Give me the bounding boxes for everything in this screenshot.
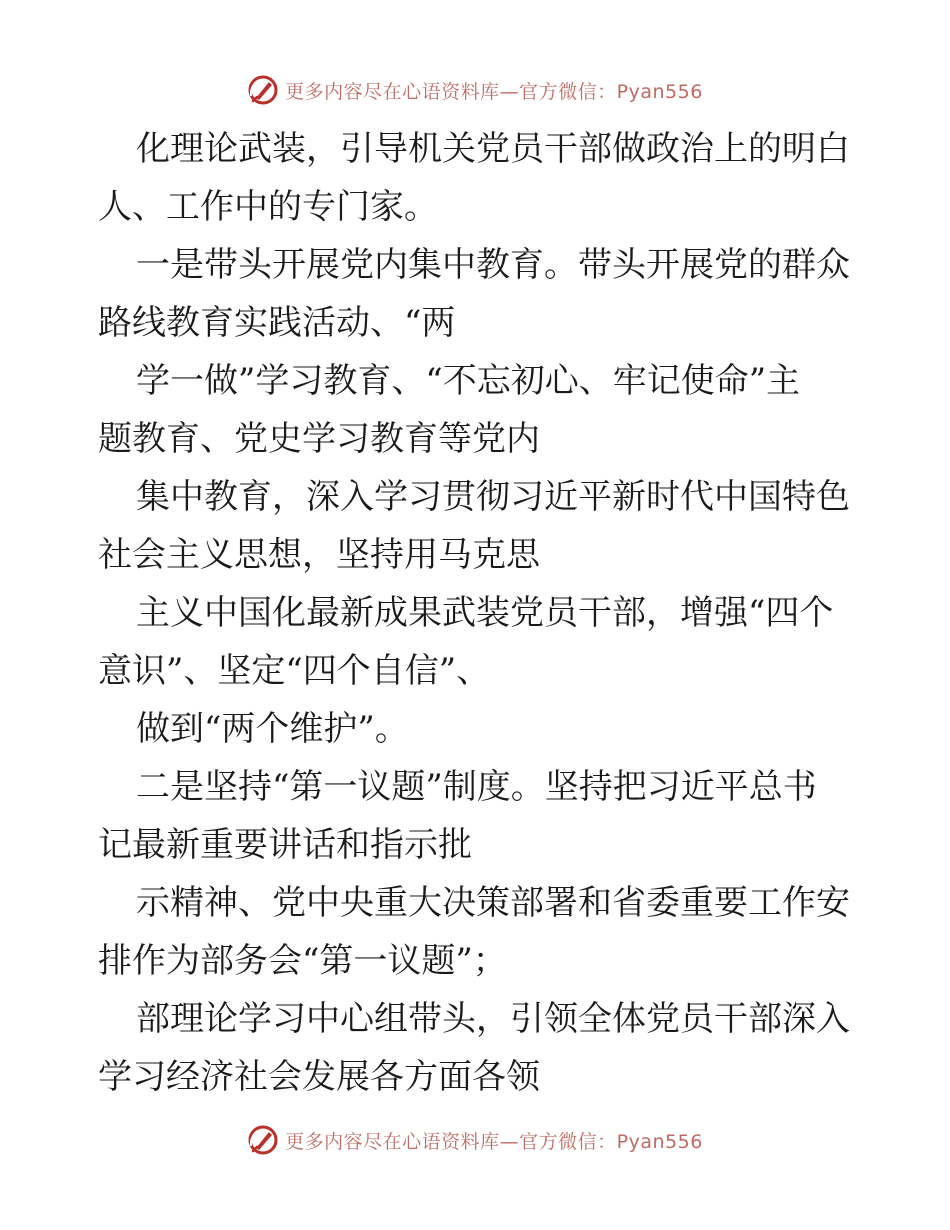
document-body — [98, 120, 858, 1106]
text-line: 化理论武装，引导机关党员干部做政治上的明白 — [136, 129, 850, 169]
text-line: 做到“两个维护”。 — [136, 709, 409, 749]
text-line: 一是带头开展党内集中教育。带头开展党的群众 — [136, 245, 850, 285]
text-line: 路线教育实践活动、“两 — [98, 303, 456, 343]
text-line: 集中教育，深入学习贯彻习近平新时代中国特色 — [136, 477, 850, 517]
text-line: 学一做”学习教育、“不忘初心、牢记使命”主 — [136, 361, 801, 401]
text-line: 示精神、党中央重大决策部署和省委重要工作安 — [136, 883, 850, 923]
text-line: 二是坚持“第一议题”制度。坚持把习近平总书 — [136, 767, 817, 807]
header-banner-text: 更多内容尽在心语资料库—官方微信：Pyan556 — [285, 80, 703, 103]
footer-banner-text: 更多内容尽在心语资料库—官方微信：Pyan556 — [285, 1130, 703, 1153]
text-line: 题教育、党史学习教育等党内 — [98, 419, 540, 459]
text-line: 主义中国化最新成果武装党员干部，增强“四个 — [136, 593, 834, 633]
quill-logo-icon — [247, 74, 279, 106]
header-banner — [0, 70, 950, 110]
text-line: 意识”、坚定“四个自信”、 — [98, 651, 491, 691]
text-line: 人、工作中的专门家。 — [98, 187, 438, 227]
text-line: 排作为部务会“第一议题”； — [98, 941, 507, 981]
footer-banner — [0, 1120, 950, 1160]
text-line: 学习经济社会发展各方面各领 — [98, 1057, 540, 1097]
quill-logo-icon — [247, 1124, 279, 1156]
text-line: 部理论学习中心组带头，引领全体党员干部深入 — [136, 999, 850, 1039]
text-line: 社会主义思想，坚持用马克思 — [98, 535, 540, 575]
text-line: 记最新重要讲话和指示批 — [98, 825, 472, 865]
